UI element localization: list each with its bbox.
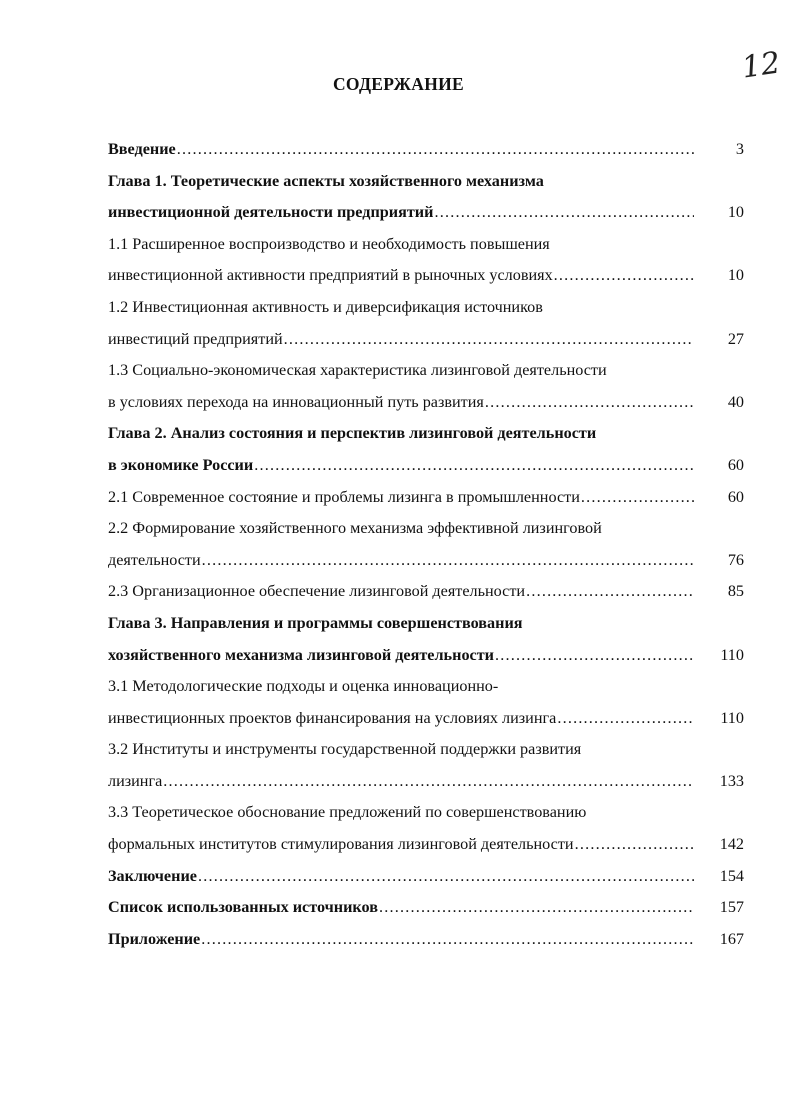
- toc-entry-line-wrapped: [108, 166, 744, 198]
- toc-entry-line: [108, 197, 744, 229]
- dot-leader: [485, 387, 694, 419]
- dot-leader: [163, 766, 694, 798]
- handwritten-page-number: 12: [739, 45, 783, 86]
- toc-page-number: 10: [727, 203, 744, 222]
- dot-leader: [198, 861, 694, 893]
- toc-entry-text: формальных институтов стимулирования лизинговой деятельности: [108, 835, 574, 854]
- dot-leader: [557, 703, 694, 735]
- toc-entry-text: лизинга: [108, 771, 163, 790]
- toc-entry-text: инвестиций предприятий: [108, 329, 283, 348]
- dot-leader: [254, 450, 694, 482]
- toc-entry-text: хозяйственного механизма лизинговой деятельности: [108, 645, 495, 664]
- toc-entry-line-wrapped: [108, 292, 744, 324]
- toc-entry-line: [108, 450, 744, 482]
- toc-page-number: 154: [719, 866, 744, 885]
- toc-entry-text: 2.2 Формирование хозяйственного механизма эффективной лизинговой: [108, 519, 602, 538]
- dot-leader: [526, 576, 694, 608]
- toc-entry-text: Глава 3. Направления и программы совершенствования: [108, 613, 523, 632]
- toc-entry-line: [108, 260, 744, 292]
- toc-entry-text: 1.3 Социально-экономическая характеристика лизинговой деятельности: [108, 361, 607, 380]
- toc-entry-text: деятельности: [108, 550, 201, 569]
- toc-entry-text: Приложение: [108, 929, 201, 948]
- toc-entry-text: 1.2 Инвестиционная активность и диверсификация источников: [108, 297, 543, 316]
- toc-page-number: 27: [727, 329, 744, 348]
- toc-entry-line: [108, 387, 744, 419]
- toc-entry-text: в экономике России: [108, 455, 254, 474]
- toc-page-number: 157: [719, 898, 744, 917]
- toc-entry-text: 2.3 Организационное обеспечение лизинговой деятельности: [108, 582, 526, 601]
- toc-entry-text: 2.1 Современное состояние и проблемы лизинга в промышленности: [108, 487, 580, 506]
- toc-entry-text: 1.1 Расширенное воспроизводство и необходимость повышения: [108, 234, 550, 253]
- toc-page-number: 40: [727, 392, 744, 411]
- toc-entry-text: 3.3 Теоретическое обоснование предложений по совершенствованию: [108, 803, 587, 822]
- toc-entry-line: [108, 924, 744, 956]
- toc-entry-text: инвестиционной активности предприятий в рыночных условиях: [108, 266, 553, 285]
- toc-entry-text: 3.2 Институты и инструменты государственной поддержки развития: [108, 740, 582, 759]
- toc-entry-text: инвестиционных проектов финансирования на условиях лизинга: [108, 708, 557, 727]
- toc-page-number: 110: [720, 645, 744, 664]
- toc-page-number: 110: [720, 708, 744, 727]
- toc-entry-line: [108, 545, 744, 577]
- dot-leader: [554, 260, 694, 292]
- toc-entry-text: 3.1 Методологические подходы и оценка инновационно-: [108, 677, 499, 696]
- toc-entry-line-wrapped: [108, 797, 744, 829]
- dot-leader: [177, 134, 694, 166]
- dot-leader: [581, 482, 694, 514]
- table-of-contents: [108, 134, 744, 955]
- toc-entry-text: Заключение: [108, 866, 197, 885]
- dot-leader: [202, 545, 694, 577]
- toc-entry-text: Глава 2. Анализ состояния и перспектив лизинговой деятельности: [108, 424, 597, 443]
- toc-entry-line: [108, 892, 744, 924]
- toc-entry-line-wrapped: [108, 229, 744, 261]
- toc-page-number: 60: [727, 455, 744, 474]
- toc-entry-text: Глава 1. Теоретические аспекты хозяйственного механизма: [108, 171, 544, 190]
- dot-leader: [201, 924, 694, 956]
- toc-entry-line: [108, 829, 744, 861]
- toc-entry-line: [108, 576, 744, 608]
- toc-page-number: 76: [727, 550, 744, 569]
- dot-leader: [495, 640, 694, 672]
- toc-entry-line: [108, 134, 744, 166]
- dot-leader: [434, 197, 694, 229]
- toc-page-number: 10: [727, 266, 744, 285]
- toc-entry-text: Введение: [108, 140, 176, 158]
- toc-page-number: 142: [719, 835, 744, 854]
- toc-entry-line-wrapped: [108, 355, 744, 387]
- toc-entry-text: инвестиционной деятельности предприятий: [108, 203, 434, 222]
- toc-entry-text: в условиях перехода на инновационный путь развития: [108, 392, 484, 411]
- page-title: СОДЕРЖАНИЕ: [332, 74, 464, 94]
- toc-entry-line: [108, 766, 744, 798]
- toc-entry-line-wrapped: [108, 608, 744, 640]
- toc-entry-line-wrapped: [108, 734, 744, 766]
- toc-entry-line: [108, 861, 744, 893]
- toc-entry-line-wrapped: [108, 671, 744, 703]
- dot-leader: [284, 324, 694, 356]
- dot-leader: [379, 892, 694, 924]
- toc-entry-line-wrapped: [108, 513, 744, 545]
- toc-page-number: 3: [735, 140, 744, 158]
- toc-entry-line: [108, 324, 744, 356]
- toc-entry-line: [108, 482, 744, 514]
- toc-page-number: 85: [727, 582, 744, 601]
- dot-leader: [575, 829, 694, 861]
- toc-entry-line: [108, 703, 744, 735]
- toc-page-number: 167: [719, 929, 744, 948]
- toc-entry-line: [108, 640, 744, 672]
- toc-entry-line-wrapped: [108, 418, 744, 450]
- toc-page-number: 133: [719, 771, 744, 790]
- toc-entry-text: Список использованных источников: [108, 898, 378, 917]
- toc-page-number: 60: [727, 487, 744, 506]
